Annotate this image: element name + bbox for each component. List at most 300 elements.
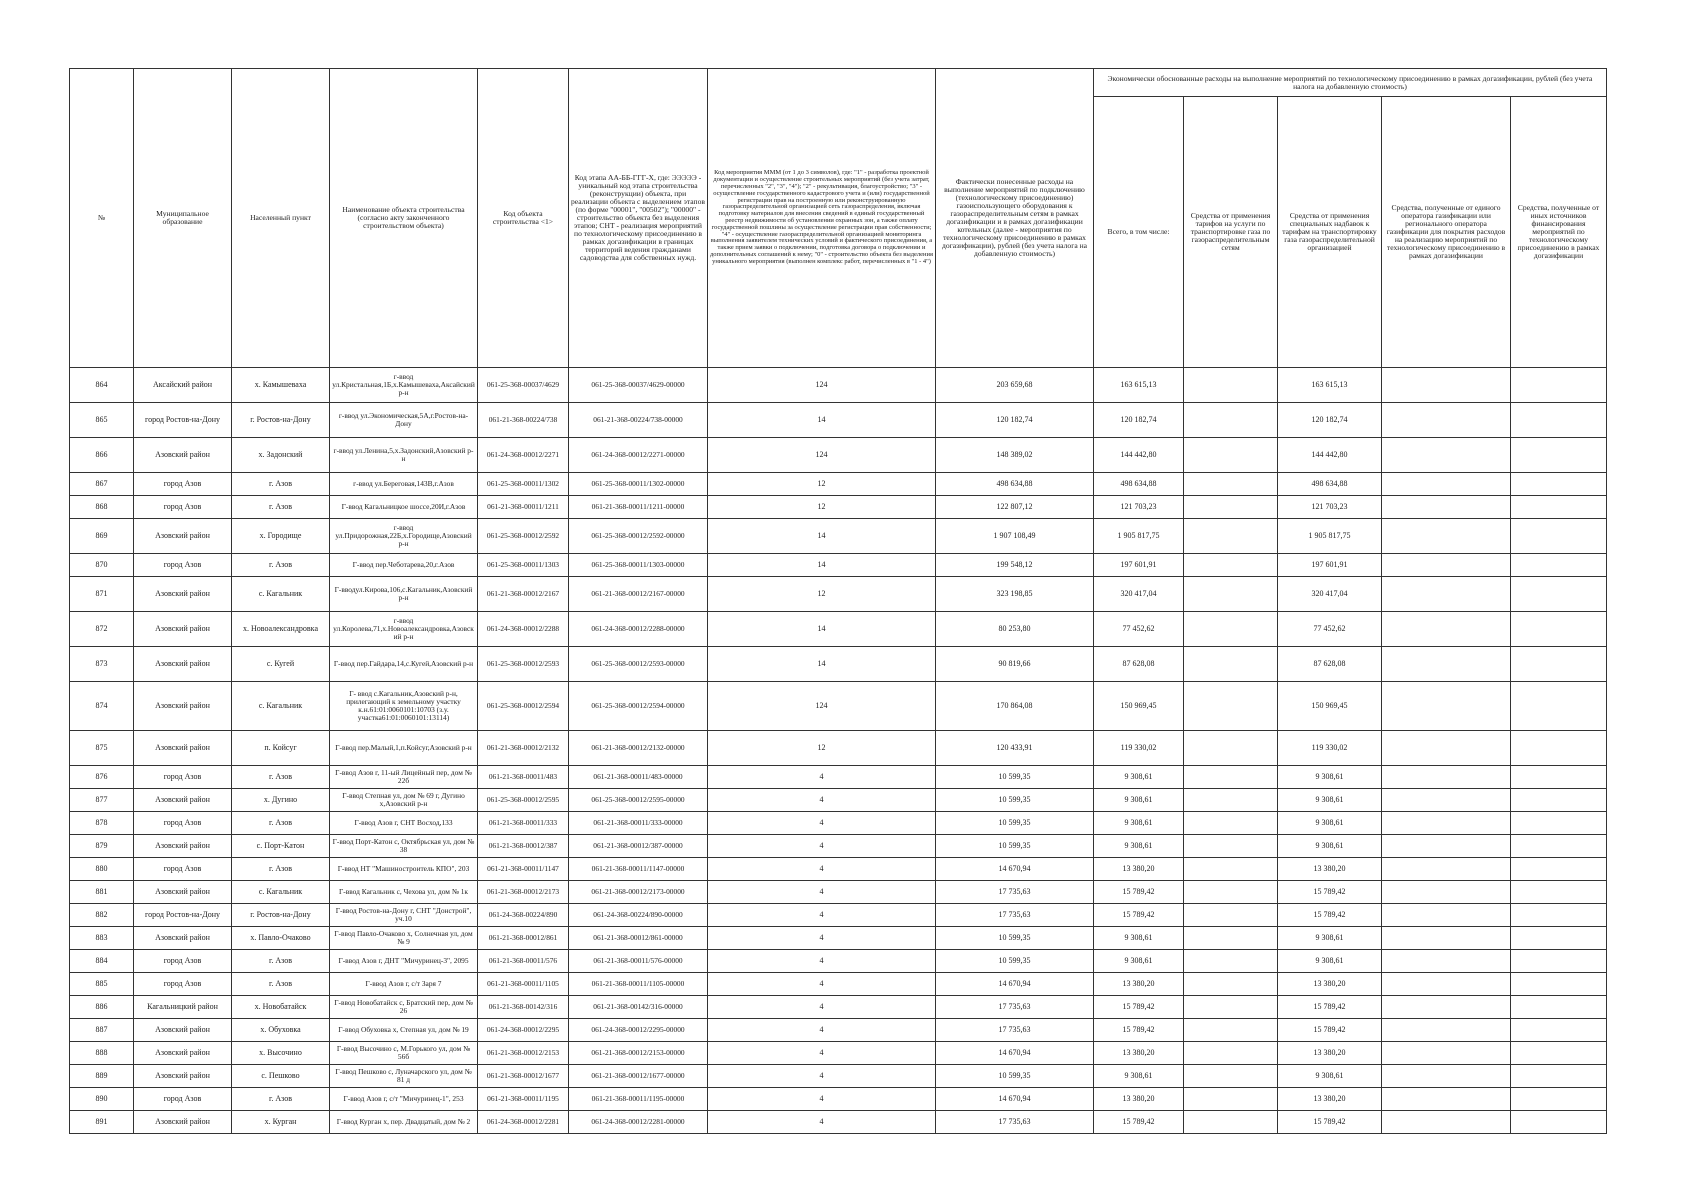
cell-locality: г. Азов <box>232 554 330 577</box>
cell-actual-costs: 170 864,08 <box>936 682 1094 731</box>
cell-object-code: 061-21-368-00012/1677 <box>478 1065 569 1088</box>
cell-stage-code: 061-21-368-00011/333-00000 <box>569 812 708 835</box>
cell-locality: г. Ростов-на-Дону <box>232 403 330 438</box>
cell-object-code: 061-25-368-00012/2592 <box>478 519 569 554</box>
cell-object-code: 061-25-368-00012/2593 <box>478 647 569 682</box>
cell-object-code: 061-24-368-00224/890 <box>478 904 569 927</box>
table-row <box>70 789 1607 812</box>
header-actual-costs: Фактически понесенные расходы на выполнение мероприятий по подключению (технологическому присоединению) газоиспользующего оборудования к газораспределительным сетям в рамках догазификации и в рамках догазификации котельных (далее - мероприятия по технологическому присоединению в рамках догазификации), рублей (без учета налога на добавленную стоимость) <box>936 69 1094 368</box>
cell-object-name: г-ввод ул.Кристальная,1Б,х.Камышеваха,Аксайский р-н <box>330 368 478 403</box>
cell-total: 15 789,42 <box>1094 1111 1184 1134</box>
cell-operator <box>1382 766 1511 789</box>
cell-no: 881 <box>70 881 134 904</box>
cell-stage-code: 061-21-368-00011/1147-00000 <box>569 858 708 881</box>
cell-event-code: 4 <box>708 858 936 881</box>
cell-object-name: Г-ввод Курган х, пер. Двадцатый, дом № 2 <box>330 1111 478 1134</box>
cell-municipality: город Азов <box>134 812 232 835</box>
cell-operator <box>1382 1111 1511 1134</box>
cell-no: 874 <box>70 682 134 731</box>
cell-total: 1 905 817,75 <box>1094 519 1184 554</box>
cell-municipality: город Азов <box>134 496 232 519</box>
cell-operator <box>1382 1019 1511 1042</box>
header-tariff-transport: Средства от применения тарифов на услуги по транспортировке газа по газораспределительным сетям <box>1184 97 1278 368</box>
cell-tariff <box>1184 577 1278 612</box>
cell-municipality: город Азов <box>134 858 232 881</box>
table-row <box>70 766 1607 789</box>
cell-other <box>1511 973 1607 996</box>
cell-operator <box>1382 496 1511 519</box>
table-row <box>70 496 1607 519</box>
cell-surcharge: 9 308,61 <box>1278 789 1382 812</box>
cell-other <box>1511 766 1607 789</box>
cell-event-code: 14 <box>708 554 936 577</box>
cell-locality: г. Азов <box>232 496 330 519</box>
cell-operator <box>1382 927 1511 950</box>
cell-stage-code: 061-21-368-00012/861-00000 <box>569 927 708 950</box>
cell-no: 865 <box>70 403 134 438</box>
cell-total: 150 969,45 <box>1094 682 1184 731</box>
cell-no: 872 <box>70 612 134 647</box>
header-object-name: Наименование объекта строительства (согласно акту законченного строительством объекта) <box>330 69 478 368</box>
cell-operator <box>1382 812 1511 835</box>
cell-locality: х. Обуховка <box>232 1019 330 1042</box>
cell-tariff <box>1184 858 1278 881</box>
cell-event-code: 4 <box>708 789 936 812</box>
cell-surcharge: 320 417,04 <box>1278 577 1382 612</box>
cell-stage-code: 061-21-368-00011/1195-00000 <box>569 1088 708 1111</box>
cell-locality: х. Задонский <box>232 438 330 473</box>
cell-surcharge: 121 703,23 <box>1278 496 1382 519</box>
cell-object-name: Г-ввод Ростов-на-Дону г, СНТ "Донстрой", уч.10 <box>330 904 478 927</box>
cell-event-code: 4 <box>708 927 936 950</box>
cell-object-code: 061-25-368-00011/1303 <box>478 554 569 577</box>
cell-object-code: 061-24-368-00012/2281 <box>478 1111 569 1134</box>
cell-municipality: Азовский район <box>134 612 232 647</box>
cell-locality: с. Кагальник <box>232 682 330 731</box>
cell-stage-code: 061-25-368-00037/4629-00000 <box>569 368 708 403</box>
cell-total: 87 628,08 <box>1094 647 1184 682</box>
cell-no: 875 <box>70 731 134 766</box>
cell-stage-code: 061-21-368-00011/1105-00000 <box>569 973 708 996</box>
table-row <box>70 881 1607 904</box>
table-row <box>70 1111 1607 1134</box>
cell-total: 15 789,42 <box>1094 904 1184 927</box>
cell-locality: х. Дугино <box>232 789 330 812</box>
cell-surcharge: 15 789,42 <box>1278 881 1382 904</box>
cell-surcharge: 9 308,61 <box>1278 766 1382 789</box>
header-event-code: Код мероприятия МММ (от 1 до 3 символов), где: "1" - разработка проектной документации и осуществление строительных мероприятий (без учета затрат, перечисленных "2", "3", "4"); "2" - рекультивация, благоустройство; "3" - осуществление государственного кадастрового учета и (или) государственной регистрации прав на построенную или реконструированную газораспределительной организацией сеть газораспределения, включая подготовку материалов для внесения сведений в единый государственный реестр недвижимости об установлении охранных зон, а также оплату государственной пошлины за осуществление регистрации прав собственности; "4" - осуществление газораспределительной организацией мониторинга выполнения заявителем технических условий и фактического присоединения, а также прием заявки о подключении, подготовка договора о подключении и дополнительных соглашений к нему; "0" - строительство объекта без выделения уникального мероприятия (выполнен комплекс работ, перечисленных в "1 - 4") <box>708 69 936 368</box>
cell-total: 320 417,04 <box>1094 577 1184 612</box>
cell-operator <box>1382 612 1511 647</box>
cell-stage-code: 061-25-368-00012/2595-00000 <box>569 789 708 812</box>
cell-event-code: 4 <box>708 766 936 789</box>
cell-no: 866 <box>70 438 134 473</box>
cell-locality: х. Камышеваха <box>232 368 330 403</box>
cell-event-code: 4 <box>708 1088 936 1111</box>
cell-stage-code: 061-21-368-00012/1677-00000 <box>569 1065 708 1088</box>
cell-actual-costs: 199 548,12 <box>936 554 1094 577</box>
cell-actual-costs: 14 670,94 <box>936 1088 1094 1111</box>
cell-other <box>1511 612 1607 647</box>
table-row <box>70 812 1607 835</box>
cell-stage-code: 061-24-368-00012/2281-00000 <box>569 1111 708 1134</box>
cell-object-code: 061-21-368-00011/1105 <box>478 973 569 996</box>
cell-object-name: Г-ввод Порт-Катон с, Октябрьская ул, дом № 38 <box>330 835 478 858</box>
cell-no: 888 <box>70 1042 134 1065</box>
cell-object-code: 061-21-368-00011/1195 <box>478 1088 569 1111</box>
cell-surcharge: 13 380,20 <box>1278 1088 1382 1111</box>
cell-no: 880 <box>70 858 134 881</box>
cell-event-code: 124 <box>708 368 936 403</box>
cell-tariff <box>1184 996 1278 1019</box>
cell-tariff <box>1184 789 1278 812</box>
cell-total: 163 615,13 <box>1094 368 1184 403</box>
cell-operator <box>1382 904 1511 927</box>
cell-municipality: город Азов <box>134 473 232 496</box>
cell-object-code: 061-21-368-00012/861 <box>478 927 569 950</box>
cell-no: 885 <box>70 973 134 996</box>
header-group-title: Экономически обоснованные расходы на выполнение мероприятий по технологическому присоединению в рамках догазификации, рублей (без учета налога на добавленную стоимость) <box>1094 69 1607 97</box>
cell-other <box>1511 950 1607 973</box>
cell-object-code: 061-21-368-00011/333 <box>478 812 569 835</box>
cell-locality: х. Новоалександровка <box>232 612 330 647</box>
cell-surcharge: 9 308,61 <box>1278 927 1382 950</box>
cell-other <box>1511 438 1607 473</box>
cell-object-name: Г-ввод Павло-Очаково х, Солнечная ул, дом № 9 <box>330 927 478 950</box>
cell-no: 878 <box>70 812 134 835</box>
cell-other <box>1511 1042 1607 1065</box>
cell-surcharge: 9 308,61 <box>1278 1065 1382 1088</box>
cell-stage-code: 061-21-368-00012/2167-00000 <box>569 577 708 612</box>
cell-tariff <box>1184 473 1278 496</box>
table-row <box>70 1088 1607 1111</box>
cell-total: 120 182,74 <box>1094 403 1184 438</box>
table-row <box>70 612 1607 647</box>
cell-other <box>1511 647 1607 682</box>
cell-total: 144 442,80 <box>1094 438 1184 473</box>
cell-operator <box>1382 403 1511 438</box>
cell-operator <box>1382 996 1511 1019</box>
cell-object-name: Г-ввод Азов г, ДНТ "Мичуринец-3", 2095 <box>330 950 478 973</box>
cell-operator <box>1382 438 1511 473</box>
cell-no: 876 <box>70 766 134 789</box>
cell-event-code: 12 <box>708 731 936 766</box>
cell-tariff <box>1184 403 1278 438</box>
cell-total: 9 308,61 <box>1094 950 1184 973</box>
table-row <box>70 554 1607 577</box>
cell-object-code: 061-24-368-00012/2288 <box>478 612 569 647</box>
cell-municipality: город Азов <box>134 1088 232 1111</box>
cell-no: 889 <box>70 1065 134 1088</box>
cell-operator <box>1382 473 1511 496</box>
table-body <box>70 368 1607 1134</box>
cell-tariff <box>1184 927 1278 950</box>
cell-surcharge: 150 969,45 <box>1278 682 1382 731</box>
cell-tariff <box>1184 612 1278 647</box>
cell-no: 870 <box>70 554 134 577</box>
table-row <box>70 403 1607 438</box>
cell-operator <box>1382 881 1511 904</box>
cell-municipality: Аксайский район <box>134 368 232 403</box>
cell-stage-code: 061-25-368-00012/2594-00000 <box>569 682 708 731</box>
cell-other <box>1511 835 1607 858</box>
cell-other <box>1511 1019 1607 1042</box>
cell-object-name: г-ввод ул.Придорожная,22Б,х.Городище,Азовский р-н <box>330 519 478 554</box>
cell-operator <box>1382 789 1511 812</box>
cell-locality: с. Кагальник <box>232 881 330 904</box>
cell-tariff <box>1184 554 1278 577</box>
cell-locality: х. Курган <box>232 1111 330 1134</box>
cell-no: 877 <box>70 789 134 812</box>
cell-no: 867 <box>70 473 134 496</box>
cell-municipality: Азовский район <box>134 682 232 731</box>
cell-object-code: 061-25-368-00012/2595 <box>478 789 569 812</box>
cell-event-code: 14 <box>708 519 936 554</box>
cell-object-name: Г-ввод Высочино с, М.Горького ул, дом № 56б <box>330 1042 478 1065</box>
cell-actual-costs: 14 670,94 <box>936 973 1094 996</box>
cell-actual-costs: 17 735,63 <box>936 996 1094 1019</box>
cell-operator <box>1382 1065 1511 1088</box>
cell-object-name: г-ввод ул.Ленина,5,х.Задонский,Азовский р-н <box>330 438 478 473</box>
cell-no: 891 <box>70 1111 134 1134</box>
header-locality: Населенный пункт <box>232 69 330 368</box>
cell-tariff <box>1184 881 1278 904</box>
cell-other <box>1511 473 1607 496</box>
cell-stage-code: 061-21-368-00011/1211-00000 <box>569 496 708 519</box>
cell-tariff <box>1184 438 1278 473</box>
table-row <box>70 519 1607 554</box>
cell-actual-costs: 10 599,35 <box>936 812 1094 835</box>
cell-object-name: Г-ввод Кагальник с, Чехова ул, дом № 1к <box>330 881 478 904</box>
cell-event-code: 4 <box>708 1065 936 1088</box>
cell-object-code: 061-21-368-00012/2153 <box>478 1042 569 1065</box>
cell-operator <box>1382 858 1511 881</box>
cell-locality: с. Кугей <box>232 647 330 682</box>
cell-event-code: 4 <box>708 1019 936 1042</box>
cell-municipality: Азовский район <box>134 927 232 950</box>
table-row <box>70 647 1607 682</box>
cell-operator <box>1382 973 1511 996</box>
cell-total: 15 789,42 <box>1094 996 1184 1019</box>
cell-object-name: Г-ввод пер.Гайдара,14,с.Кугей,Азовский р-н <box>330 647 478 682</box>
header-special-surcharge: Средства от применения специальных надбавок к тарифам на транспортировку газа газораспределительной организацией <box>1278 97 1382 368</box>
cell-operator <box>1382 835 1511 858</box>
cell-operator <box>1382 731 1511 766</box>
cell-municipality: Азовский район <box>134 577 232 612</box>
cell-tariff <box>1184 973 1278 996</box>
cell-tariff <box>1184 1065 1278 1088</box>
cell-tariff <box>1184 904 1278 927</box>
cell-surcharge: 197 601,91 <box>1278 554 1382 577</box>
cell-locality: с. Кагальник <box>232 577 330 612</box>
cell-municipality: город Азов <box>134 554 232 577</box>
cell-surcharge: 13 380,20 <box>1278 973 1382 996</box>
cell-stage-code: 061-21-368-00012/387-00000 <box>569 835 708 858</box>
cell-operator <box>1382 554 1511 577</box>
cell-tariff <box>1184 950 1278 973</box>
cell-no: 882 <box>70 904 134 927</box>
cell-actual-costs: 323 198,85 <box>936 577 1094 612</box>
cell-municipality: Азовский район <box>134 789 232 812</box>
header-operator-funds: Средства, полученные от единого оператора газификации или регионального оператора газификации для покрытия расходов на реализацию мероприятий по технологическому присоединению в рамках догазификации <box>1382 97 1511 368</box>
cell-locality: п. Койсуг <box>232 731 330 766</box>
cell-total: 13 380,20 <box>1094 1088 1184 1111</box>
cell-actual-costs: 203 659,68 <box>936 368 1094 403</box>
cell-object-name: Г-ввод Кагальницкое шоссе,20И,г.Азов <box>330 496 478 519</box>
cell-surcharge: 13 380,20 <box>1278 858 1382 881</box>
cell-actual-costs: 120 182,74 <box>936 403 1094 438</box>
table-row <box>70 473 1607 496</box>
cell-total: 77 452,62 <box>1094 612 1184 647</box>
cell-tariff <box>1184 835 1278 858</box>
cell-operator <box>1382 577 1511 612</box>
header-object-code: Код объекта строительства <1> <box>478 69 569 368</box>
cell-object-name: Г-ввод пер.Чеботарева,20,г.Азов <box>330 554 478 577</box>
cell-actual-costs: 1 907 108,49 <box>936 519 1094 554</box>
cell-surcharge: 15 789,42 <box>1278 996 1382 1019</box>
cell-actual-costs: 10 599,35 <box>936 835 1094 858</box>
table-row <box>70 904 1607 927</box>
cell-locality: х. Городище <box>232 519 330 554</box>
cell-surcharge: 15 789,42 <box>1278 1111 1382 1134</box>
cell-surcharge: 13 380,20 <box>1278 1042 1382 1065</box>
cell-stage-code: 061-25-368-00011/1302-00000 <box>569 473 708 496</box>
table-row <box>70 996 1607 1019</box>
cell-no: 883 <box>70 927 134 950</box>
cell-total: 9 308,61 <box>1094 766 1184 789</box>
cell-actual-costs: 90 819,66 <box>936 647 1094 682</box>
cell-object-code: 061-21-368-00011/483 <box>478 766 569 789</box>
cell-object-code: 061-21-368-00012/387 <box>478 835 569 858</box>
cell-total: 121 703,23 <box>1094 496 1184 519</box>
cell-event-code: 14 <box>708 403 936 438</box>
cell-surcharge: 87 628,08 <box>1278 647 1382 682</box>
table-row <box>70 438 1607 473</box>
cell-locality: г. Азов <box>232 973 330 996</box>
cell-surcharge: 1 905 817,75 <box>1278 519 1382 554</box>
cell-object-name: Г-ввод пер.Малый,1,п.Койсуг,Азовский р-н <box>330 731 478 766</box>
cell-event-code: 4 <box>708 973 936 996</box>
cell-object-code: 061-21-368-00012/2132 <box>478 731 569 766</box>
cell-locality: х. Павло-Очаково <box>232 927 330 950</box>
cell-other <box>1511 927 1607 950</box>
cell-actual-costs: 10 599,35 <box>936 950 1094 973</box>
cell-locality: г. Азов <box>232 766 330 789</box>
cell-object-name: Г-ввод НТ "Машиностроитель КПО", 203 <box>330 858 478 881</box>
cell-object-name: Г-ввод Азов г, с/т Заря 7 <box>330 973 478 996</box>
cell-no: 873 <box>70 647 134 682</box>
cell-object-code: 061-21-368-00011/576 <box>478 950 569 973</box>
header-other-sources: Средства, полученные от иных источников финансирования мероприятий по технологическому присоединению в рамках догазификации <box>1511 97 1607 368</box>
cell-other <box>1511 996 1607 1019</box>
cell-municipality: Азовский район <box>134 1042 232 1065</box>
cell-object-code: 061-21-368-00224/738 <box>478 403 569 438</box>
cell-stage-code: 061-25-368-00011/1303-00000 <box>569 554 708 577</box>
table-row <box>70 731 1607 766</box>
cell-actual-costs: 122 807,12 <box>936 496 1094 519</box>
cell-municipality: Кагальницкий район <box>134 996 232 1019</box>
cell-object-code: 061-21-368-00011/1211 <box>478 496 569 519</box>
cell-tariff <box>1184 368 1278 403</box>
table-row <box>70 927 1607 950</box>
cell-event-code: 14 <box>708 647 936 682</box>
cell-stage-code: 061-24-368-00012/2295-00000 <box>569 1019 708 1042</box>
table-row <box>70 950 1607 973</box>
cell-surcharge: 77 452,62 <box>1278 612 1382 647</box>
cell-stage-code: 061-21-368-00224/738-00000 <box>569 403 708 438</box>
cell-surcharge: 119 330,02 <box>1278 731 1382 766</box>
table-row <box>70 1019 1607 1042</box>
cell-no: 886 <box>70 996 134 1019</box>
cell-total: 13 380,20 <box>1094 973 1184 996</box>
cell-actual-costs: 498 634,88 <box>936 473 1094 496</box>
cell-stage-code: 061-25-368-00012/2592-00000 <box>569 519 708 554</box>
cell-surcharge: 163 615,13 <box>1278 368 1382 403</box>
header-municipality: Муниципальное образование <box>134 69 232 368</box>
cell-actual-costs: 148 389,02 <box>936 438 1094 473</box>
cell-event-code: 4 <box>708 812 936 835</box>
cell-other <box>1511 731 1607 766</box>
cell-object-name: Г- ввод с.Кагальник,Азовский р-н, прилегающий к земельному участку к.н.61:01:0060101:10703 (з.у. участка61:01:0060101:13114) <box>330 682 478 731</box>
cell-operator <box>1382 950 1511 973</box>
cell-event-code: 4 <box>708 1111 936 1134</box>
cell-actual-costs: 80 253,80 <box>936 612 1094 647</box>
cell-no: 884 <box>70 950 134 973</box>
cell-locality: г. Азов <box>232 812 330 835</box>
cell-surcharge: 9 308,61 <box>1278 812 1382 835</box>
cell-total: 119 330,02 <box>1094 731 1184 766</box>
cell-total: 9 308,61 <box>1094 927 1184 950</box>
cell-event-code: 14 <box>708 612 936 647</box>
cell-event-code: 12 <box>708 577 936 612</box>
cell-total: 13 380,20 <box>1094 858 1184 881</box>
table-row <box>70 858 1607 881</box>
cell-locality: г. Азов <box>232 473 330 496</box>
cell-tariff <box>1184 519 1278 554</box>
cell-object-code: 061-21-368-00012/2173 <box>478 881 569 904</box>
cell-stage-code: 061-21-368-00142/316-00000 <box>569 996 708 1019</box>
table-row <box>70 368 1607 403</box>
cell-no: 868 <box>70 496 134 519</box>
cell-municipality: Азовский район <box>134 881 232 904</box>
cell-stage-code: 061-21-368-00012/2132-00000 <box>569 731 708 766</box>
cell-other <box>1511 368 1607 403</box>
cell-municipality: Азовский район <box>134 1019 232 1042</box>
cell-stage-code: 061-24-368-00012/2271-00000 <box>569 438 708 473</box>
cell-event-code: 124 <box>708 682 936 731</box>
table-row <box>70 577 1607 612</box>
cell-object-name: Г-ввод Пешково с, Луначарского ул, дом № 81 д <box>330 1065 478 1088</box>
cell-locality: х. Новобатайск <box>232 996 330 1019</box>
cell-municipality: Азовский район <box>134 835 232 858</box>
cell-locality: г. Азов <box>232 858 330 881</box>
cell-other <box>1511 789 1607 812</box>
cell-total: 9 308,61 <box>1094 789 1184 812</box>
cell-object-name: Г-ввод Азов г, с/т "Мичуринец-1", 253 <box>330 1088 478 1111</box>
cell-total: 15 789,42 <box>1094 1019 1184 1042</box>
header-no: № <box>70 69 134 368</box>
cell-other <box>1511 554 1607 577</box>
cell-object-name: Г-ввод Обуховка х, Степная ул, дом № 19 <box>330 1019 478 1042</box>
cell-other <box>1511 1088 1607 1111</box>
header-total: Всего, в том числе: <box>1094 97 1184 368</box>
cell-event-code: 124 <box>708 438 936 473</box>
cell-object-name: Г-ввод Азов г, 11-ый Лицейный пер, дом № 22б <box>330 766 478 789</box>
cell-event-code: 4 <box>708 835 936 858</box>
cell-tariff <box>1184 1111 1278 1134</box>
cell-actual-costs: 10 599,35 <box>936 1065 1094 1088</box>
cell-municipality: Азовский район <box>134 731 232 766</box>
